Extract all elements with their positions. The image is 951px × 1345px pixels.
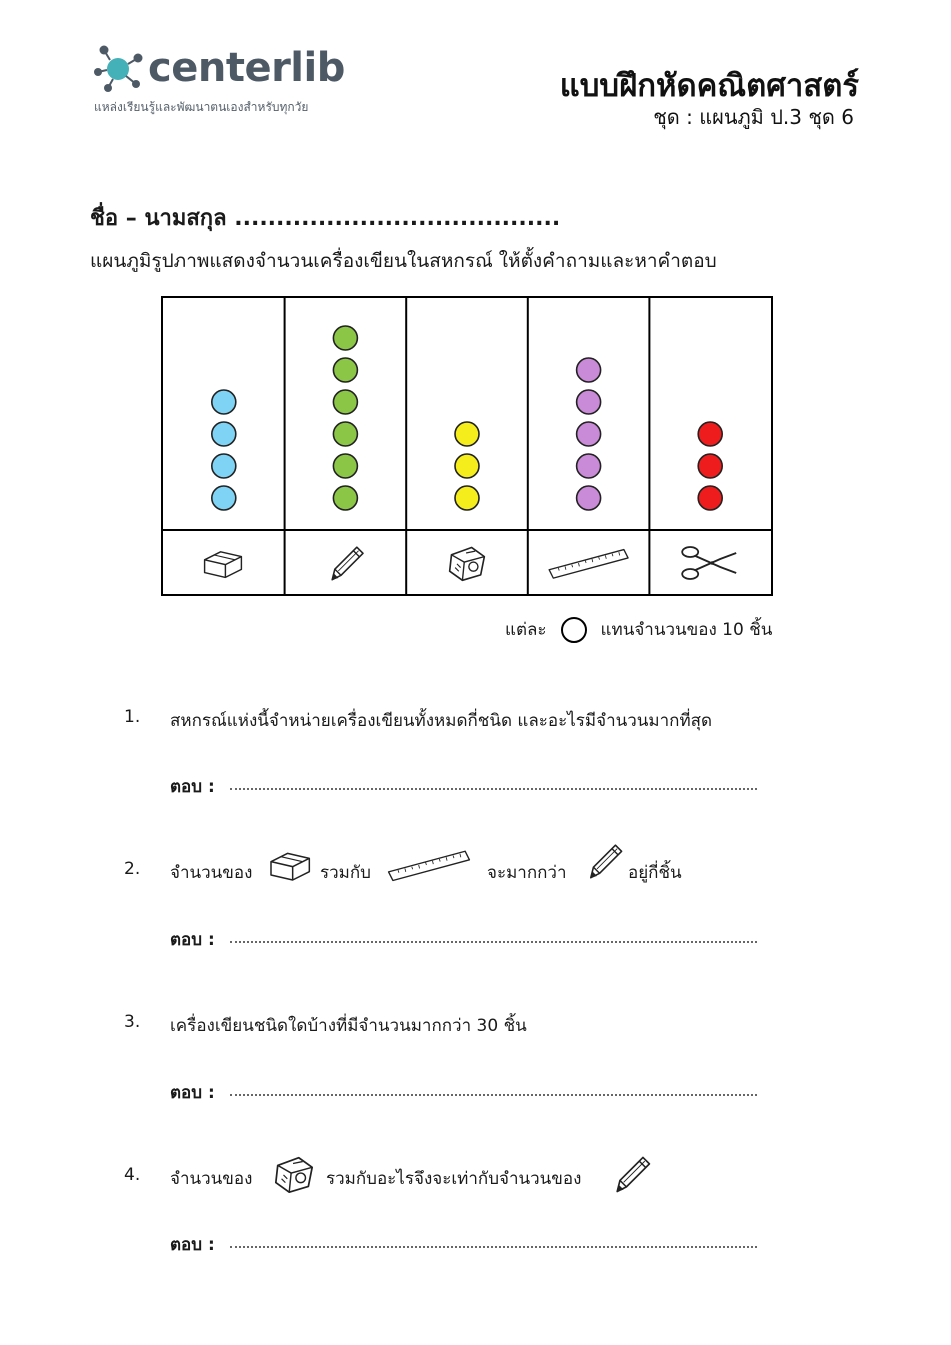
pictograph-symbol-sharpener [455,486,479,510]
pictograph-symbol-scissors [698,422,722,446]
worksheet-title: แบบฝึกหัดคณิตศาสตร์ [559,68,859,104]
question-1-answer-label: ตอบ : [170,777,215,797]
logo [92,42,150,92]
legend-suffix: แทนจำนวนของ 10 ชิ้น [600,620,773,640]
instruction-text: แผนภูมิรูปภาพแสดงจำนวนเครื่องเขียนในสหกรณ์ ให้ตั้งคำถามและหาคำตอบ [90,250,717,272]
worksheet-subtitle: ชุด : แผนภูมิ ป.3 ชุด 6 [653,105,854,129]
legend-circle-icon [561,617,587,643]
ruler-icon [549,550,628,579]
pictograph-symbol-eraser [212,486,236,510]
logo-tagline: แหล่งเรียนรู้และพัฒนาตนเองสำหรับทุกวัย [94,100,309,114]
question-2-part4: อยู่กี่ชิ้น [628,863,682,883]
eraser-icon [205,552,242,578]
question-2-part3: จะมากกว่า [487,863,567,883]
pictograph-symbol-pencil [333,326,357,350]
pictograph-symbol-pencil [333,454,357,478]
pictograph-symbol-pencil [333,486,357,510]
question-4-part1: จำนวนของ [170,1169,253,1189]
question-4-answer-line[interactable] [230,1246,757,1248]
question-3-number: 3. [124,1012,141,1032]
pictograph-symbol-sharpener [455,422,479,446]
pictograph-symbol-ruler [577,390,601,414]
pictograph-svg [163,298,771,594]
question-3-answer-line[interactable] [230,1094,757,1096]
chart-legend [505,616,772,643]
eraser-icon [266,846,316,884]
question-1-number: 1. [124,707,141,727]
question-4-number: 4. [124,1165,141,1185]
question-2-answer-label: ตอบ : [170,930,215,950]
pencil-icon [332,547,363,580]
pictograph-chart [161,296,773,596]
question-3-answer-label: ตอบ : [170,1083,215,1103]
student-name-field[interactable]: ชื่อ – นามสกุล ....................................... [90,206,561,231]
legend-prefix: แต่ละ [505,620,547,640]
logo-name: centerlib [148,45,345,91]
question-4-part2: รวมกับอะไรจึงจะเท่ากับจำนวนของ [326,1169,582,1189]
pictograph-symbol-eraser [212,422,236,446]
pictograph-symbol-scissors [698,454,722,478]
logo-molecule-icon [92,42,150,92]
question-1-answer-line[interactable] [230,788,757,790]
scissors-icon [682,547,736,579]
pictograph-symbol-ruler [577,358,601,382]
pictograph-symbol-pencil [333,422,357,446]
pencil-icon [608,1150,654,1198]
pictograph-symbol-eraser [212,454,236,478]
pictograph-symbol-sharpener [455,454,479,478]
question-2-number: 2. [124,859,141,879]
pictograph-symbol-eraser [212,390,236,414]
question-1-text: สหกรณ์แห่งนี้จำหน่ายเครื่องเขียนทั้งหมดกี่ชนิด และอะไรมีจำนวนมากที่สุด [170,711,713,731]
pencil-icon [582,838,626,884]
question-3-text: เครื่องเขียนชนิดใดบ้างที่มีจำนวนมากกว่า 30 ชิ้น [170,1016,527,1036]
question-2-part1: จำนวนของ [170,863,253,883]
pictograph-symbol-pencil [333,358,357,382]
sharpener-icon [450,547,485,580]
pictograph-symbol-pencil [333,390,357,414]
pictograph-symbol-ruler [577,454,601,478]
pictograph-symbol-ruler [577,422,601,446]
question-4-answer-label: ตอบ : [170,1235,215,1255]
sharpener-icon [270,1152,318,1196]
question-2-answer-line[interactable] [230,941,757,943]
pictograph-symbol-ruler [577,486,601,510]
pictograph-symbol-scissors [698,486,722,510]
question-2-part2: รวมกับ [320,863,371,883]
ruler-icon [386,842,472,888]
